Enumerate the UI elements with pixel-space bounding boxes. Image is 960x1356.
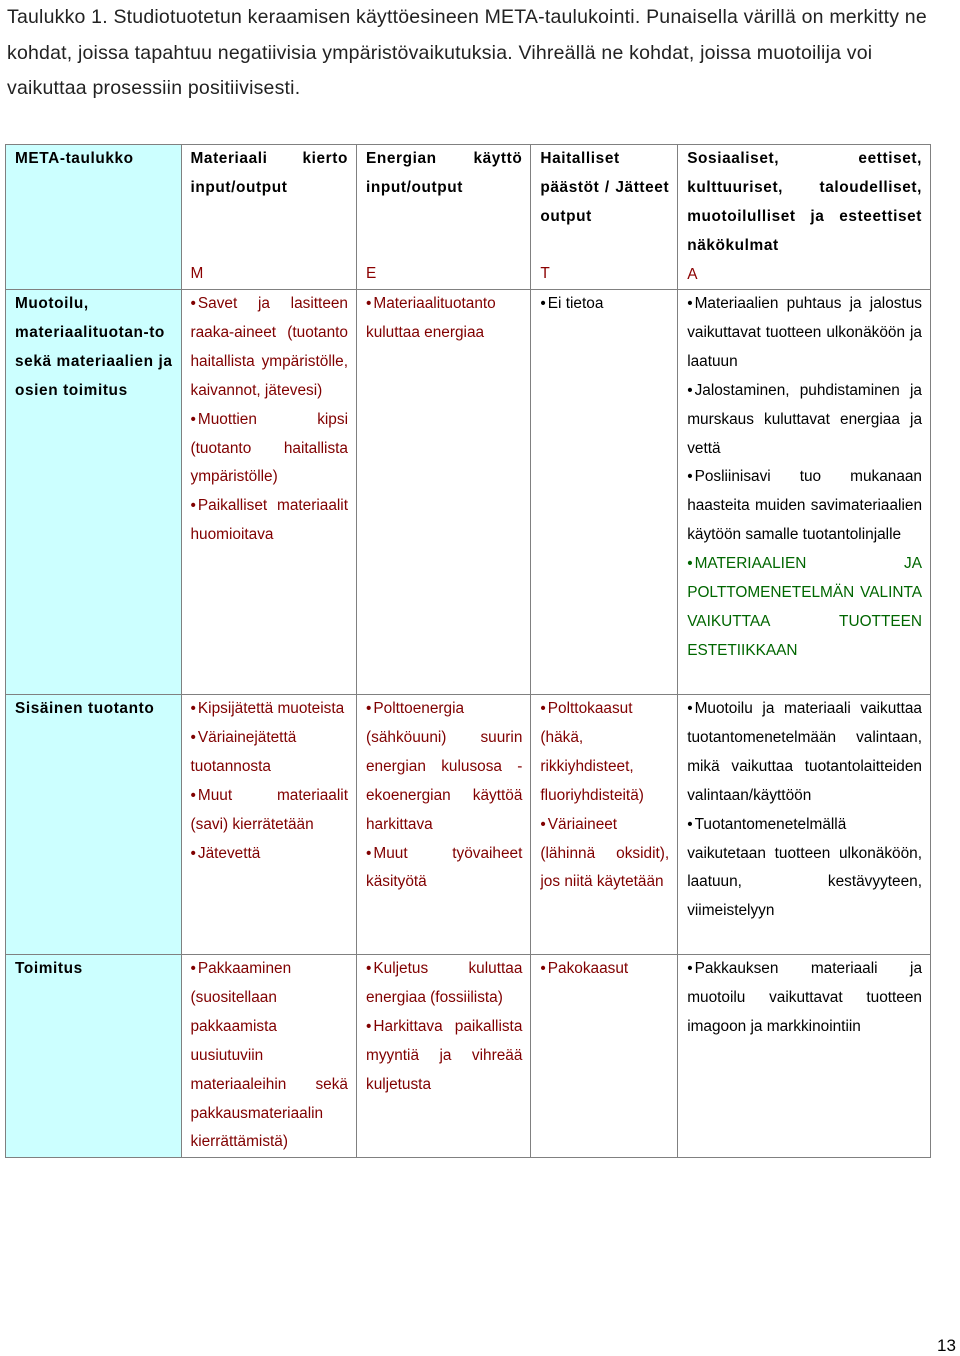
list-item: • Materiaalien puhtaus ja jalostus vaikuttavat tuotteen ulkonäköön ja laatuun (687, 290, 922, 377)
header-cell-social (678, 145, 931, 290)
row-label: Muotoilu, materiaalituotan-to sekä materiaalien ja osien toimitus (6, 290, 182, 695)
header-letter-t: T (540, 265, 551, 282)
list-item: • Savet ja lasitteen raaka-aineet (tuotanto haitallista ympäristölle, kaivannot, jätevesi) (191, 290, 349, 406)
list-item: • Muottien kipsi (tuotanto haitallista ympäristölle) (191, 406, 349, 493)
list-item: • Ei tietoa (540, 290, 669, 319)
list-item: • Kipsijätettä muoteista (191, 695, 349, 724)
list-item: • Pakkaaminen (suositellaan pakkaamista uusiutuviin materiaaleihin sekä pakkausmateriaalin kierrättämistä) (191, 955, 349, 1157)
list-item: • Paikalliset materiaalit huomioitava (191, 492, 349, 550)
cell-e (357, 290, 531, 695)
list-item: • Pakokaasut (540, 955, 669, 984)
cell-e (357, 955, 531, 1158)
list-item: • Polttoenergia (sähköuuni) suurin energian kulusosa - ekoenergian käyttöä harkittava (366, 695, 522, 840)
list-item: • Posliinisavi tuo mukanaan haasteita muiden savimateriaalien käytöön samalle tuotantolinjalle (687, 463, 922, 550)
cell-m (181, 290, 357, 695)
header-cell-energy (357, 145, 531, 290)
table-caption: Taulukko 1. Studiotuotetun keraamisen käyttöesineen META-taulukointi. Punaisella värillä on merkitty ne kohdat, joissa tapahtuu negatiivisia ympäristövaikutuksia. Vihreällä ne kohdat, joissa muotoilija voi vaikuttaa prosessiin positiivisesti. (7, 6, 927, 99)
list-item: • Jalostaminen, puhdistaminen ja murskaus kuluttavat energiaa ja vettä (687, 377, 922, 464)
header-row (6, 145, 931, 290)
header-letter-e: E (366, 265, 377, 282)
header-letter-a: A (687, 265, 699, 283)
cell-t (531, 290, 678, 695)
list-item: • Muotoilu ja materiaali vaikuttaa tuotantomenetelmään valintaan, mikä vaikuttaa tuotantolaitteiden valintaan/käyttöön (687, 695, 922, 811)
row-label: Toimitus (6, 955, 182, 1158)
header-cell-emissions (531, 145, 678, 290)
cell-a (678, 955, 931, 1158)
meta-table (5, 144, 931, 1158)
list-item: • Tuotantomenetelmällä vaikutetaan tuotteen ulkonäköön, laatuun, kestävyyteen, viimeistelyyn (687, 811, 922, 927)
cell-e (357, 695, 531, 955)
cell-m (181, 695, 357, 955)
list-item: • Kuljetus kuluttaa energiaa (fossiilista) (366, 955, 522, 1013)
list-item: • Muut materiaalit (savi) kierrätetään (191, 782, 349, 840)
header-cell-material (181, 145, 357, 290)
list-item: • Harkittava paikallista myyntiä ja vihreää kuljetusta (366, 1013, 522, 1100)
header-letter-m: M (190, 265, 204, 282)
cell-a (678, 695, 931, 955)
header-title: Materiaali kierto input/output (190, 150, 348, 196)
cell-t (531, 695, 678, 955)
page-number: 13 (937, 1336, 956, 1355)
list-item: • Polttokaasut (häkä, rikkiyhdisteet, fluoriyhdisteitä) (540, 695, 669, 811)
list-item: • Muut työvaiheet käsityötä (366, 840, 522, 898)
list-item: • Materiaalituotanto kuluttaa energiaa (366, 290, 522, 348)
table-row (6, 955, 931, 1158)
header-cell-meta (6, 145, 182, 290)
list-item: • Jätevettä (191, 840, 349, 869)
row-label: Sisäinen tuotanto (6, 695, 182, 955)
list-item: • Väriaineet (lähinnä oksidit), jos niitä käytetään (540, 811, 669, 898)
list-item: • Pakkauksen materiaali ja muotoilu vaikuttavat tuotteen imagoon ja markkinointiin (687, 955, 922, 1042)
header-title: META-taulukko (15, 150, 134, 167)
list-item: • MATERIAALIEN JA POLTTOMENETELMÄN VALINTA VAIKUTTAA TUOTTEEN ESTETIIKKAAN (687, 550, 922, 666)
table-row (6, 290, 931, 695)
header-title: Energian käyttö input/output (366, 150, 523, 196)
cell-a (678, 290, 931, 695)
header-title: Sosiaaliset, eettiset, kulttuuriset, taloudelliset, muotoilulliset ja esteettiset näkökulmat (687, 150, 922, 254)
list-item: • Väriainejätettä tuotannosta (191, 724, 349, 782)
cell-t (531, 955, 678, 1158)
header-title: Haitalliset päästöt / Jätteet output (540, 150, 670, 225)
table-row (6, 695, 931, 955)
cell-m (181, 955, 357, 1158)
